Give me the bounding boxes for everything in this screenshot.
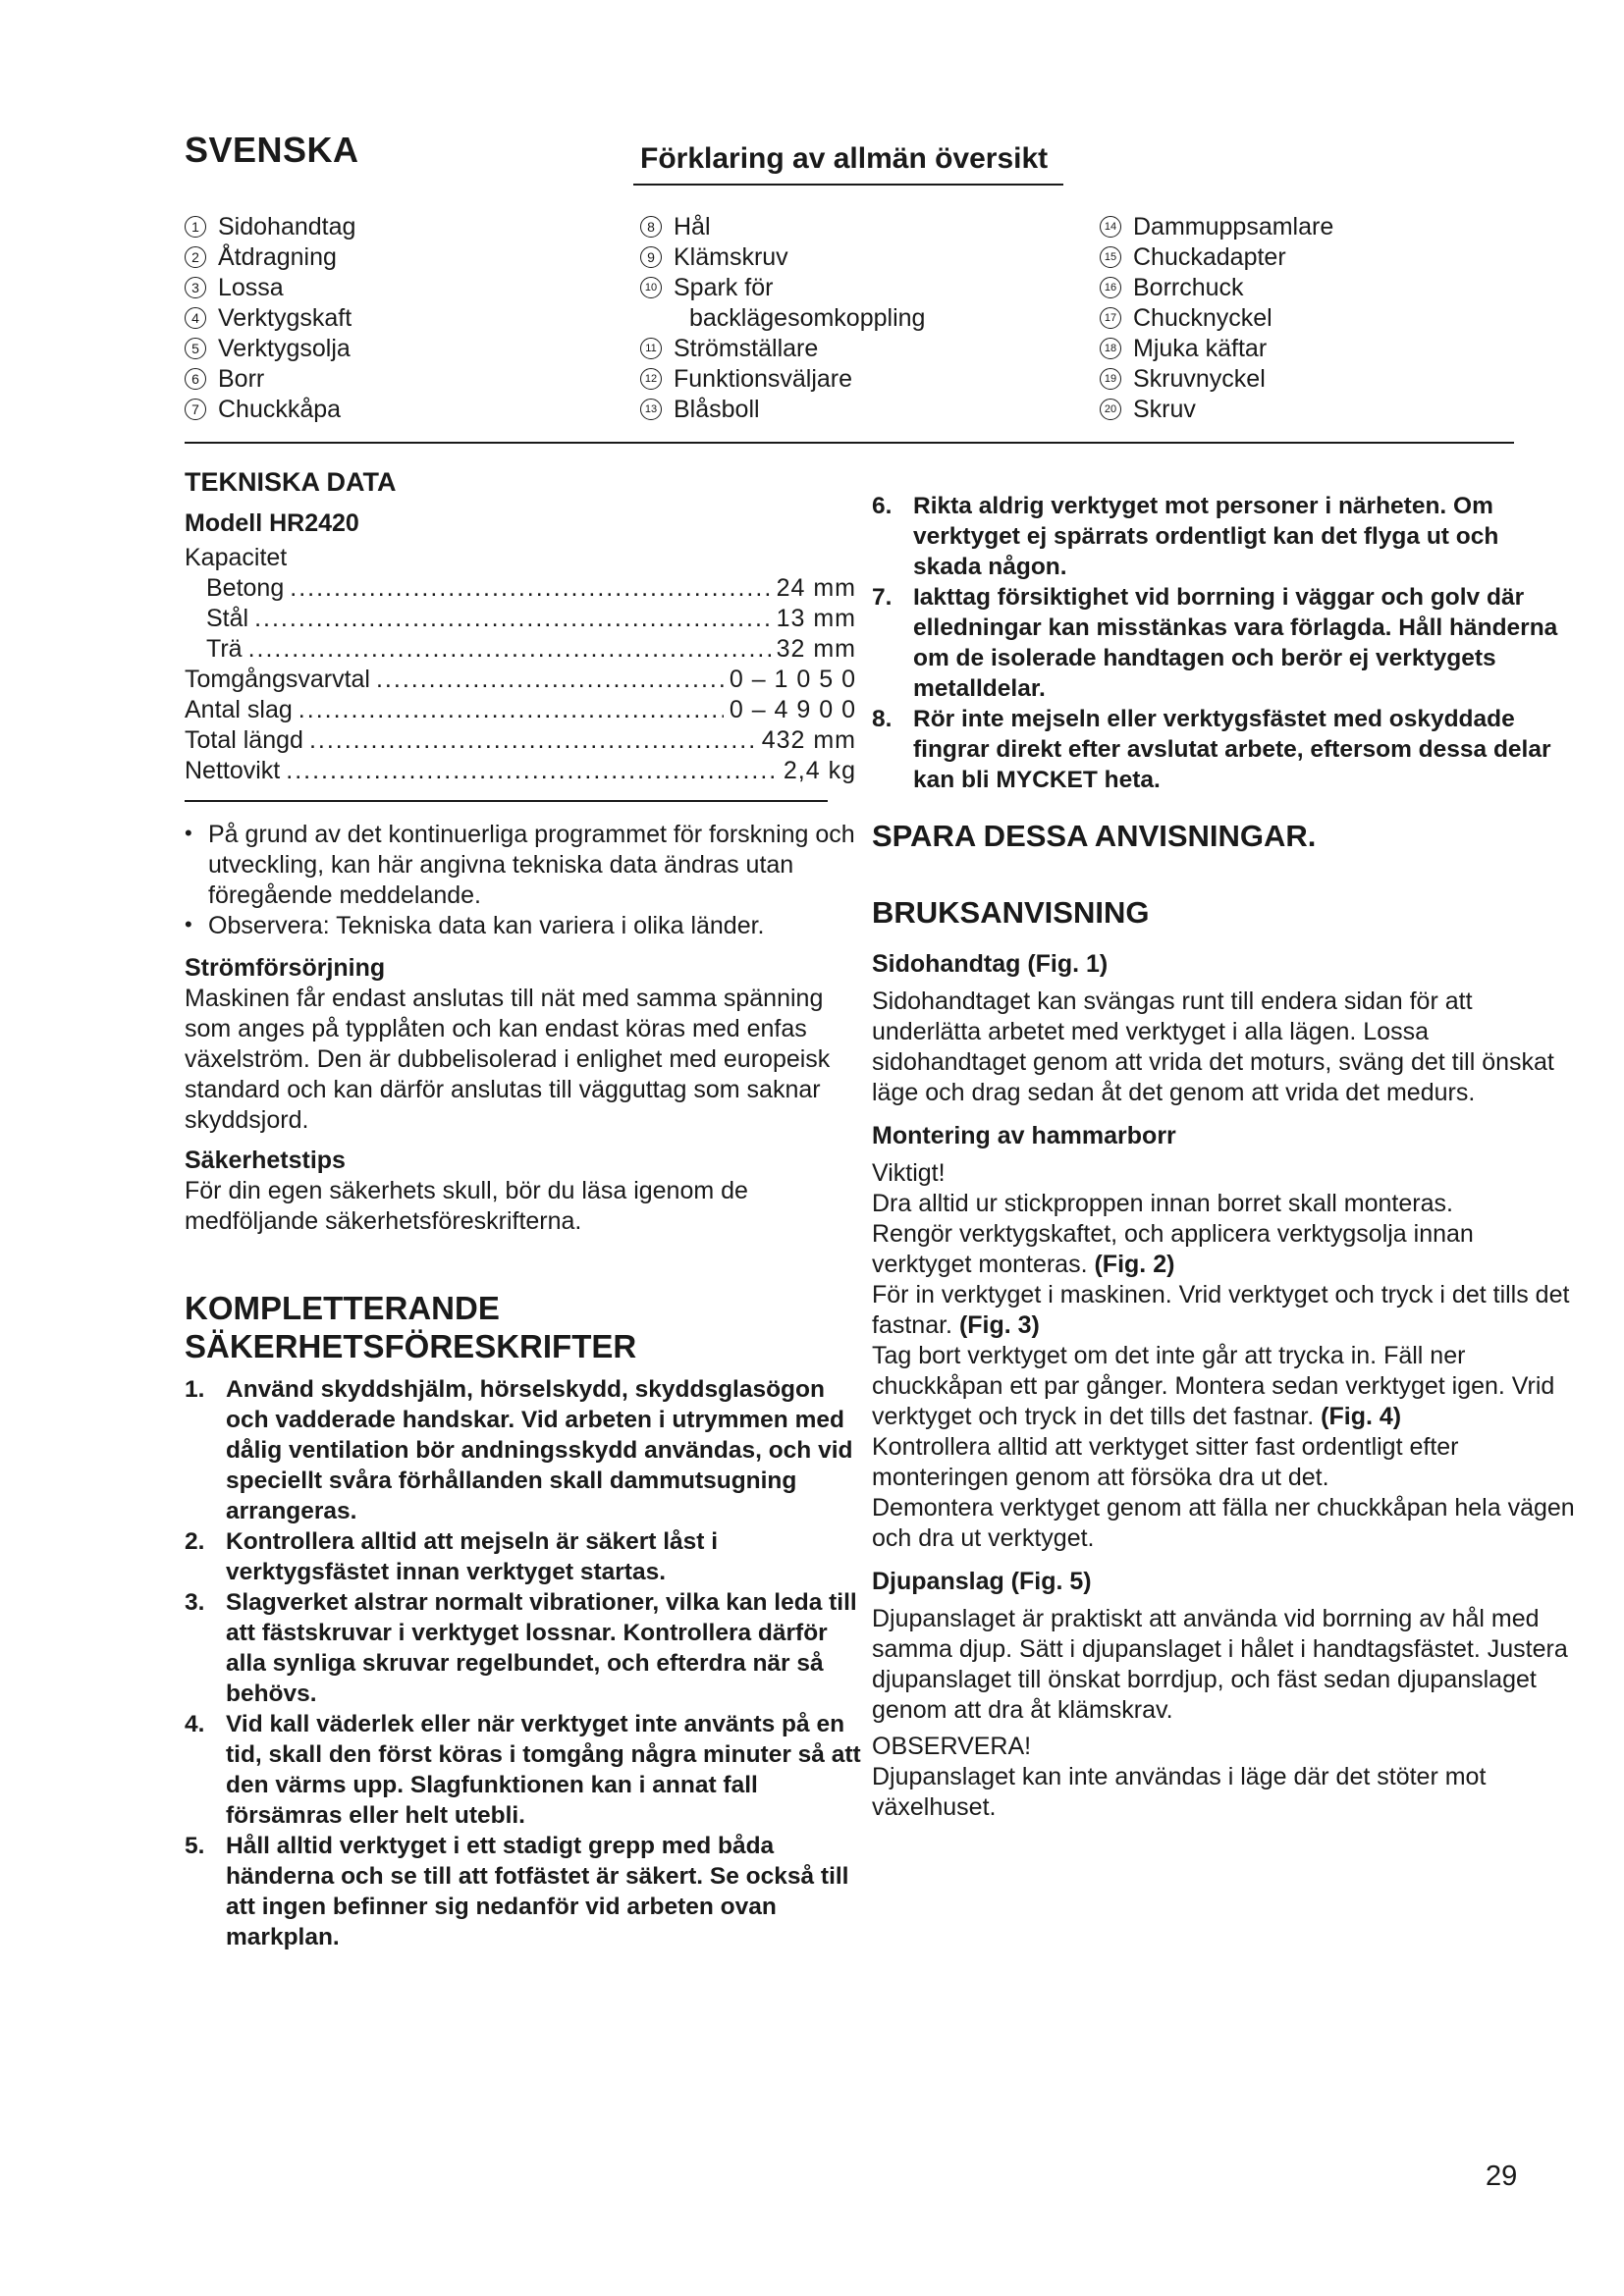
section-divider: [185, 442, 1514, 444]
model-label: Modell HR2420: [185, 509, 359, 537]
safety-tips-text: För din egen säkerhets skull, bör du läsa igenom de medföljande säkerhetsföreskrifterna.: [185, 1177, 748, 1235]
left-column-text: [185, 820, 862, 1237]
safety-rule: 8. Rör inte mejseln eller verktygsfästet med oskyddade fingrar direkt efter avslutat arbete, eftersom dessa delar kan bli MYCKET heta.: [872, 706, 1551, 793]
mounting-text: För in verktyget i maskinen. Vrid verktyget och tryck i det tills det fastnar. (Fig. 3): [872, 1281, 1570, 1339]
legend-item: 2 Åtdragning: [185, 242, 355, 273]
power-text: Maskinen får endast anslutas till nät med samma spänning som anges på typplåten och kan endast köras med enfas växelström. Den är dubbelisolerad i enlighet med europeisk standard och kan därför anslutas till vägguttag som saknar skyddsjord.: [185, 985, 831, 1134]
legend-item: 20 Skruv: [1100, 395, 1333, 425]
operating-instructions-heading: BRUKSANVISNING: [872, 895, 1150, 930]
legend-item: 15 Chuckadapter: [1100, 242, 1333, 273]
legend-item: 8 Hål: [640, 212, 925, 242]
spec-row: Nettovikt ..... 2,4 kg: [185, 756, 856, 786]
legend-column-3: [1100, 212, 1333, 425]
legend-item: 4 Verktygskaft: [185, 303, 355, 334]
safety-rules-list-continued: [872, 491, 1564, 795]
safety-rule: 4. Vid kall väderlek eller när verktyget inte använts på en tid, skall den först köras i tomgång några minuter så att den värms upp. Slagfunktionen kan i annat fall försämras eller helt utebli.: [185, 1711, 861, 1829]
spec-table: [185, 543, 856, 786]
overview-title-underline: [633, 184, 1063, 186]
side-handle-heading: Sidohandtag (Fig. 1): [872, 950, 1109, 978]
power-heading: Strömförsörjning: [185, 954, 386, 982]
spec-row: Stål ..... 13 mm: [185, 604, 856, 634]
legend-item: 16 Borrchuck: [1100, 273, 1333, 303]
depth-gauge-observe: OBSERVERA!: [872, 1733, 1032, 1760]
legend-column-1: [185, 212, 355, 425]
safety-rule: 2. Kontrollera alltid att mejseln är säkert låst i verktygsfästet innan verktyget startas.: [185, 1528, 719, 1585]
spec-row: Betong ..... 24 mm: [185, 573, 856, 604]
legend-column-2: [640, 212, 925, 425]
overview-title: Förklaring av allmän översikt: [640, 142, 1049, 175]
legend-item: 11 Strömställare: [640, 334, 925, 364]
safety-rule: 6. Rikta aldrig verktyget mot personer i närheten. Om verktyget ej spärrats ordentligt kan det flyga ut och skada någon.: [872, 493, 1499, 580]
instructions-column: [872, 950, 1579, 1837]
safety-rule: 7. Iakttag försiktighet vid borrning i väggar och golv där elledningar kan misstänkas vara förlagda. Håll händerna om de isolerade handtagen och berör ej verktygets metalldelar.: [872, 584, 1558, 702]
safety-tips-heading: Säkerhetstips: [185, 1147, 346, 1174]
mounting-text: Demontera verktyget genom att fälla ner chuckkåpan hela vägen och dra ut verktyget.: [872, 1494, 1575, 1552]
mounting-text: Rengör verktygskaftet, och applicera verktygsolja innan verktyget monteras. (Fig. 2): [872, 1220, 1474, 1278]
legend-item: 13 Blåsboll: [640, 395, 925, 425]
save-instructions-heading: SPARA DESSA ANVISNINGAR.: [872, 819, 1317, 853]
supplementary-safety-heading: KOMPLETTERANDE SÄKERHETSFÖRESKRIFTER: [185, 1290, 637, 1364]
safety-rules-list: [185, 1374, 862, 1952]
spec-note: • På grund av det kontinuerliga programmet för forskning och utveckling, kan här angivna tekniska data ändras utan föregående meddelande.: [185, 820, 862, 911]
spec-row: Total längd ..... 432 mm: [185, 725, 856, 756]
legend-item: 17 Chucknyckel: [1100, 303, 1333, 334]
mounting-text: Dra alltid ur stickproppen innan borret skall monteras.: [872, 1190, 1453, 1217]
tech-data-heading: TEKNISKA DATA: [185, 467, 397, 497]
legend-item: 9 Klämskruv: [640, 242, 925, 273]
depth-gauge-heading: Djupanslag (Fig. 5): [872, 1568, 1092, 1595]
legend-item: 7 Chuckkåpa: [185, 395, 355, 425]
mounting-text: Tag bort verktyget om det inte går att trycka in. Fäll ner chuckkåpan ett par gånger. Montera sedan verktyget igen. Vrid verktyget och tryck in det tills det fastnar. (Fig. 4): [872, 1342, 1555, 1430]
legend-item: 10 Spark för: [640, 273, 925, 303]
legend-item: 1 Sidohandtag: [185, 212, 355, 242]
mounting-heading: Montering av hammarborr: [872, 1122, 1176, 1149]
legend-item: 3 Lossa: [185, 273, 355, 303]
safety-rule: 5. Håll alltid verktyget i ett stadigt grepp med båda händerna och se till att fotfästet är säkert. Se också till att ingen befinner sig nedanför vid arbeten ovan markplan.: [185, 1833, 849, 1950]
spec-row: Tomgångsvarvtal ..... 0 – 1 0 5 0: [185, 665, 856, 695]
spec-row: Antal slag ..... 0 – 4 9 0 0: [185, 695, 856, 725]
depth-gauge-observe-text: Djupanslaget kan inte användas i läge där det stöter mot växelhuset.: [872, 1763, 1487, 1821]
legend-item: 6 Borr: [185, 364, 355, 395]
legend-item: 12 Funktionsväljare: [640, 364, 925, 395]
spec-capacity: Kapacitet: [185, 544, 288, 571]
spec-note: • Observera: Tekniska data kan variera i olika länder.: [185, 911, 862, 941]
legend-item-continuation: backlägesomkoppling: [689, 304, 926, 332]
legend-item: 18 Mjuka käftar: [1100, 334, 1333, 364]
depth-gauge-text: Djupanslaget är praktiskt att använda vid borrning av hål med samma djup. Sätt i djupanslaget i hålet i handtagsfästet. Justera djupanslaget till önskat borrdjup, och fäst sedan djupanslaget genom att dra åt klämskrav.: [872, 1605, 1568, 1724]
page-number: 29: [1486, 2161, 1518, 2192]
safety-rule: 1. Använd skyddshjälm, hörselskydd, skyddsglasögon och vadderade handskar. Vid arbeten i utrymmen med dålig ventilation bör andningsskydd användas, och vid speciellt svåra förhållanden skall dammutsugning arrangeras.: [185, 1376, 853, 1524]
spec-row: Trä ..... 32 mm: [185, 634, 856, 665]
legend-item: 19 Skruvnyckel: [1100, 364, 1333, 395]
mounting-text: Kontrollera alltid att verktyget sitter fast ordentligt efter monteringen genom att försöka dra ut det.: [872, 1433, 1459, 1491]
mounting-important: Viktigt!: [872, 1159, 946, 1187]
legend-item: 14 Dammuppsamlare: [1100, 212, 1333, 242]
legend-item: 5 Verktygsolja: [185, 334, 355, 364]
safety-rule: 3. Slagverket alstrar normalt vibrationer, vilka kan leda till att fästskruvar i verktyget lossnar. Kontrollera därför alla synliga skruvar regelbundet, och efterdra när så behövs.: [185, 1589, 857, 1707]
side-handle-text: Sidohandtaget kan svängas runt till endera sidan för att underlätta arbetet med verktyget i alla lägen. Lossa sidohandtaget genom att vrida det moturs, sväng det till önskat läge och drag sedan åt det genom att vrida det medurs.: [872, 988, 1554, 1106]
language-heading: SVENSKA: [185, 130, 359, 170]
tech-data-divider: [185, 800, 828, 802]
